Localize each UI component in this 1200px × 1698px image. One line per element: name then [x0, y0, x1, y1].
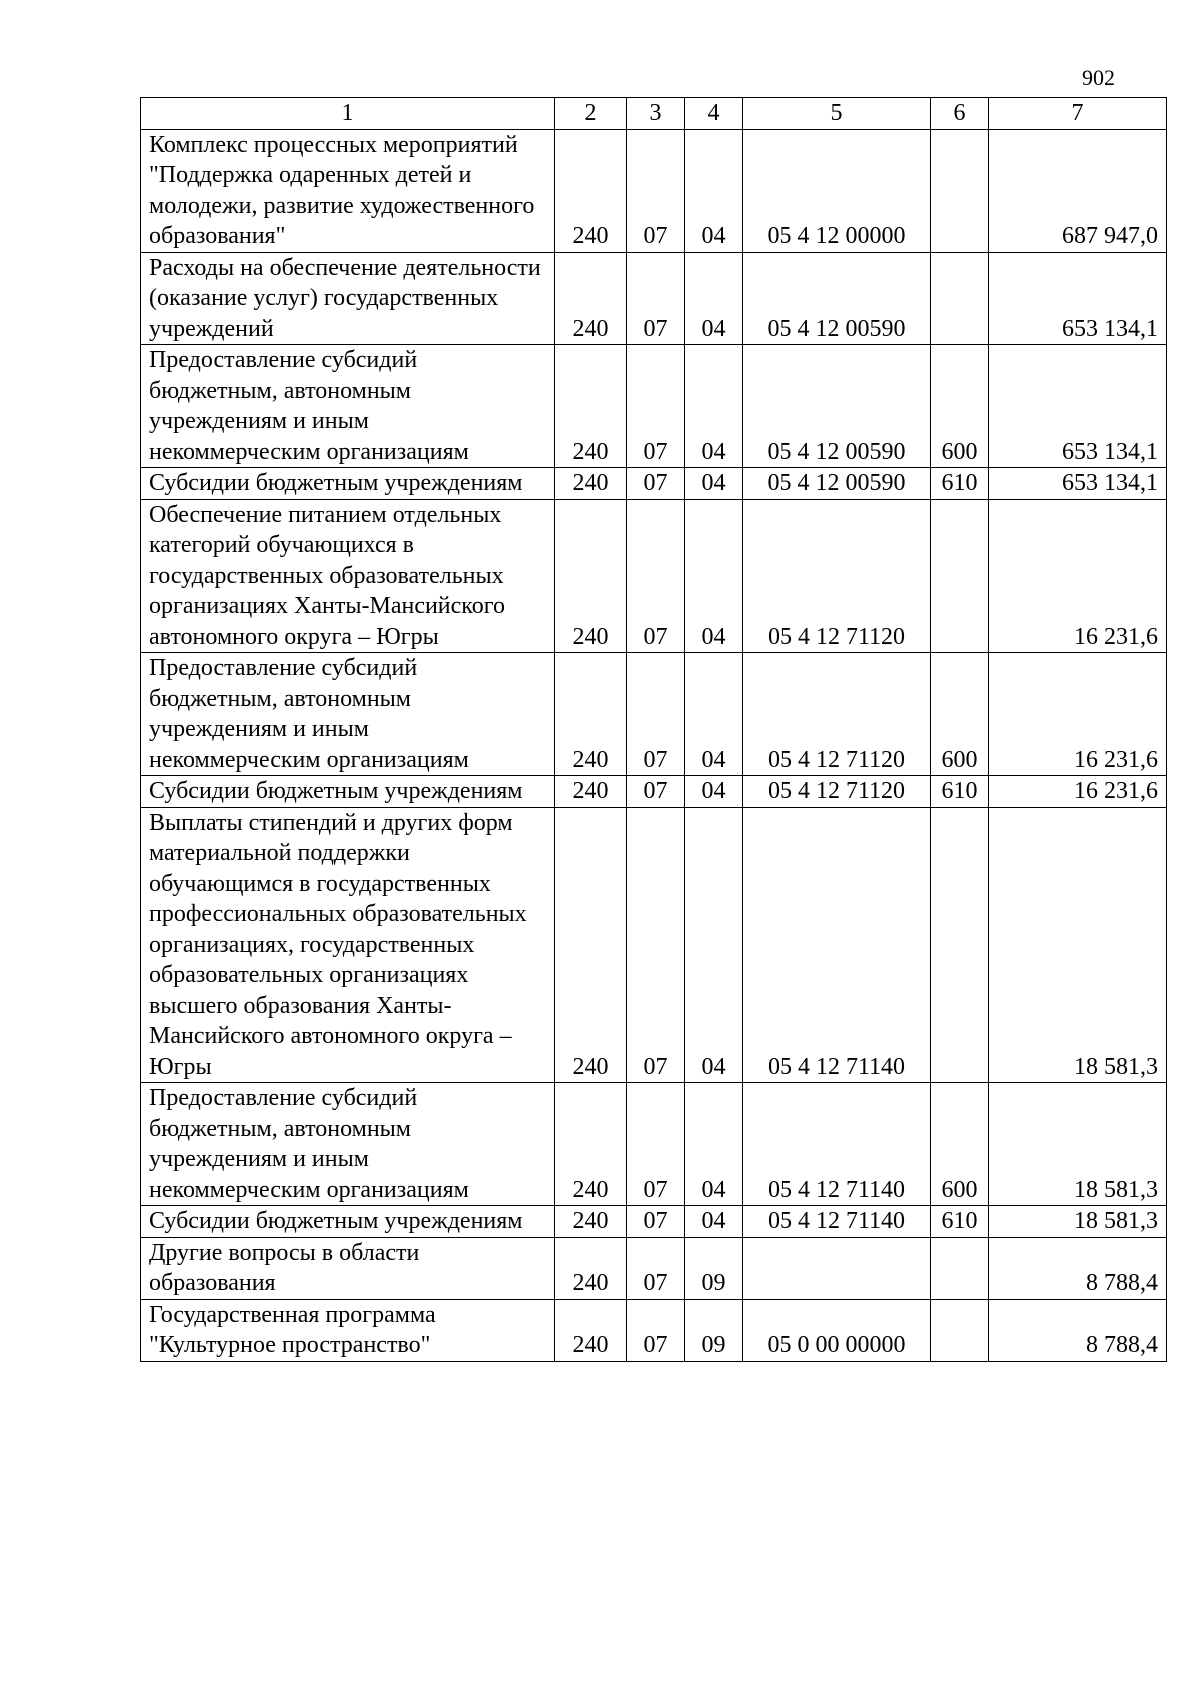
table-row [141, 1083, 1167, 1206]
budget-table [140, 97, 1167, 1362]
amount-cell: 16 231,6 [989, 776, 1167, 808]
header-row [141, 98, 1167, 130]
expense-type-code-cell [931, 1237, 989, 1299]
subsection-code-cell: 04 [685, 252, 743, 345]
section-code-cell: 07 [627, 1237, 685, 1299]
amount-cell: 8 788,4 [989, 1237, 1167, 1299]
department-code-cell: 240 [555, 653, 627, 776]
section-code-cell: 07 [627, 499, 685, 653]
subsection-code-cell: 04 [685, 807, 743, 1083]
expenditure-name-cell: Расходы на обеспечение деятельности (оказание услуг) государственных учреждений [141, 252, 555, 345]
expenditure-name-cell: Предоставление субсидий бюджетным, автономным учреждениям и иным некоммерческим организациям [141, 345, 555, 468]
target-item-code-cell: 05 4 12 71120 [743, 653, 931, 776]
section-code-cell: 07 [627, 1083, 685, 1206]
department-code-cell: 240 [555, 499, 627, 653]
expense-type-code-cell: 610 [931, 1206, 989, 1238]
expense-type-code-cell [931, 807, 989, 1083]
section-code-cell: 07 [627, 807, 685, 1083]
expense-type-code-cell: 600 [931, 345, 989, 468]
table-row [141, 252, 1167, 345]
header-cell: 4 [685, 98, 743, 130]
section-code-cell: 07 [627, 1299, 685, 1361]
header-cell: 7 [989, 98, 1167, 130]
section-code-cell: 07 [627, 653, 685, 776]
expenditure-name-cell: Предоставление субсидий бюджетным, автономным учреждениям и иным некоммерческим организациям [141, 1083, 555, 1206]
amount-cell: 18 581,3 [989, 1083, 1167, 1206]
expense-type-code-cell [931, 252, 989, 345]
section-code-cell: 07 [627, 129, 685, 252]
expenditure-name-cell: Выплаты стипендий и других форм материальной поддержки обучающимся в государственных профессиональных образовательных организациях, государственных образовательных организациях высшего образования Ханты-Мансийского автономного округа – Югры [141, 807, 555, 1083]
expense-type-code-cell [931, 129, 989, 252]
subsection-code-cell: 04 [685, 468, 743, 500]
department-code-cell: 240 [555, 468, 627, 500]
header-cell: 5 [743, 98, 931, 130]
subsection-code-cell: 09 [685, 1237, 743, 1299]
page-number: 902 [1082, 65, 1115, 90]
department-code-cell: 240 [555, 1299, 627, 1361]
table-row [141, 1206, 1167, 1238]
department-code-cell: 240 [555, 776, 627, 808]
section-code-cell: 07 [627, 776, 685, 808]
amount-cell: 653 134,1 [989, 345, 1167, 468]
target-item-code-cell: 05 4 12 00000 [743, 129, 931, 252]
amount-cell: 8 788,4 [989, 1299, 1167, 1361]
subsection-code-cell: 04 [685, 1206, 743, 1238]
section-code-cell: 07 [627, 345, 685, 468]
expense-type-code-cell: 600 [931, 1083, 989, 1206]
section-code-cell: 07 [627, 252, 685, 345]
expense-type-code-cell: 600 [931, 653, 989, 776]
expenditure-name-cell: Субсидии бюджетным учреждениям [141, 1206, 555, 1238]
target-item-code-cell: 05 4 12 00590 [743, 468, 931, 500]
table-row [141, 776, 1167, 808]
subsection-code-cell: 09 [685, 1299, 743, 1361]
expenditure-name-cell: Предоставление субсидий бюджетным, автономным учреждениям и иным некоммерческим организациям [141, 653, 555, 776]
header-cell: 6 [931, 98, 989, 130]
expenditure-name-cell: Субсидии бюджетным учреждениям [141, 776, 555, 808]
expenditure-name-cell: Субсидии бюджетным учреждениям [141, 468, 555, 500]
table-row [141, 468, 1167, 500]
expenditure-name-cell: Обеспечение питанием отдельных категорий обучающихся в государственных образовательных организациях Ханты-Мансийского автономного округа – Югры [141, 499, 555, 653]
target-item-code-cell [743, 1237, 931, 1299]
department-code-cell: 240 [555, 1083, 627, 1206]
table-row [141, 129, 1167, 252]
department-code-cell: 240 [555, 1206, 627, 1238]
header-cell: 1 [141, 98, 555, 130]
expense-type-code-cell [931, 499, 989, 653]
target-item-code-cell: 05 4 12 71140 [743, 1083, 931, 1206]
subsection-code-cell: 04 [685, 499, 743, 653]
amount-cell: 16 231,6 [989, 653, 1167, 776]
table-row [141, 1237, 1167, 1299]
section-code-cell: 07 [627, 468, 685, 500]
expenditure-name-cell: Государственная программа "Культурное пространство" [141, 1299, 555, 1361]
target-item-code-cell: 05 4 12 71140 [743, 807, 931, 1083]
subsection-code-cell: 04 [685, 129, 743, 252]
target-item-code-cell: 05 4 12 00590 [743, 252, 931, 345]
target-item-code-cell: 05 0 00 00000 [743, 1299, 931, 1361]
department-code-cell: 240 [555, 345, 627, 468]
department-code-cell: 240 [555, 129, 627, 252]
subsection-code-cell: 04 [685, 776, 743, 808]
department-code-cell: 240 [555, 252, 627, 345]
table-row [141, 807, 1167, 1083]
amount-cell: 18 581,3 [989, 807, 1167, 1083]
subsection-code-cell: 04 [685, 653, 743, 776]
expenditure-name-cell: Комплекс процессных мероприятий "Поддержка одаренных детей и молодежи, развитие художественного образования" [141, 129, 555, 252]
table-row [141, 345, 1167, 468]
expense-type-code-cell: 610 [931, 776, 989, 808]
department-code-cell: 240 [555, 1237, 627, 1299]
subsection-code-cell: 04 [685, 345, 743, 468]
subsection-code-cell: 04 [685, 1083, 743, 1206]
amount-cell: 653 134,1 [989, 252, 1167, 345]
expense-type-code-cell: 610 [931, 468, 989, 500]
section-code-cell: 07 [627, 1206, 685, 1238]
target-item-code-cell: 05 4 12 71140 [743, 1206, 931, 1238]
header-cell: 2 [555, 98, 627, 130]
amount-cell: 16 231,6 [989, 499, 1167, 653]
table-row [141, 653, 1167, 776]
expenditure-name-cell: Другие вопросы в области образования [141, 1237, 555, 1299]
expense-type-code-cell [931, 1299, 989, 1361]
amount-cell: 653 134,1 [989, 468, 1167, 500]
target-item-code-cell: 05 4 12 00590 [743, 345, 931, 468]
target-item-code-cell: 05 4 12 71120 [743, 499, 931, 653]
table-row [141, 1299, 1167, 1361]
amount-cell: 18 581,3 [989, 1206, 1167, 1238]
target-item-code-cell: 05 4 12 71120 [743, 776, 931, 808]
department-code-cell: 240 [555, 807, 627, 1083]
amount-cell: 687 947,0 [989, 129, 1167, 252]
header-cell: 3 [627, 98, 685, 130]
table-row [141, 499, 1167, 653]
